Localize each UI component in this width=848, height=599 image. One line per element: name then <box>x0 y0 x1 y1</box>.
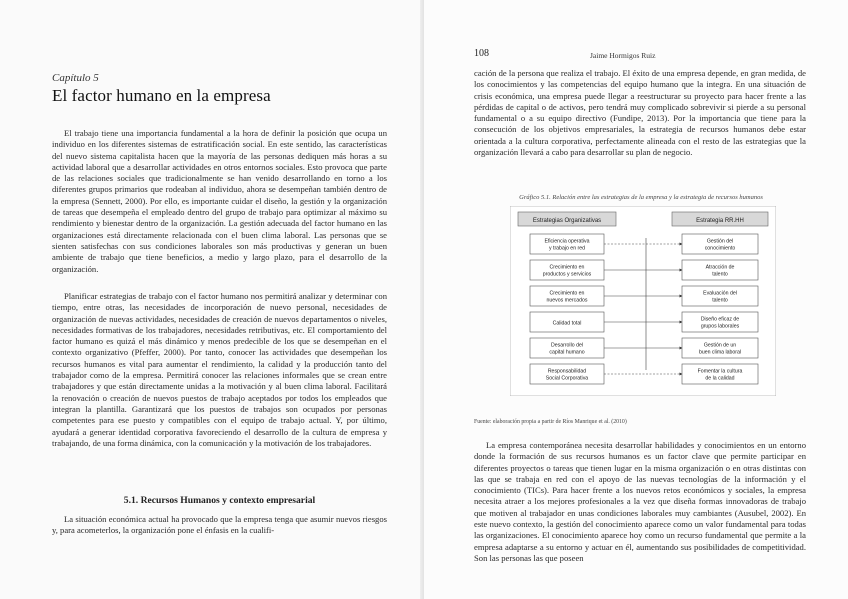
org-strategy-label: Responsabilidad <box>547 368 587 375</box>
org-strategy-label: Desarrollo del <box>550 342 584 349</box>
hr-strategy-label: talento <box>712 297 728 304</box>
hr-strategy-label: Diseño eficaz de <box>700 316 740 323</box>
section-title: 5.1. Recursos Humanos y contexto empresarial <box>123 495 316 506</box>
body-paragraph: Planificar estrategias de trabajo con el factor humano nos permitirá analizar y determinar con tiempo, entre otras, las necesidades de incorporación de nuevo personal, necesidades de organización de nuevas actividades, necesidades de creación de nuevos departamentos o niveles, necesidades formativas de los trabajadores, necesidades retributivas, etc. El comportamiento del factor humano es quizá el más dinámico y menos predecible de los que se desempeñan en el contexto organizativo (Pfeffer, 2000). Por tanto, conocer las actividades que desempeñan los recursos humanos es vital para aumentar el rendimiento, la calidad y la producción tanto del trabajador como de la empresa. Permitirá conocer las relaciones informales que se crean entre trabajadores y que están directamente unidas a la motivación y al buen clima laboral. Facilitará la renovación o creación de nuevos puestos de trabajo aceptados por todos los empleados que integran la plantilla. Garantizará que los puestos de trabajos son ocupados por personas competentes para ese puesto y compatibles con el equipo de trabajo actual. Y, por último, ayudará a generar identidad corporativa favoreciendo el desarrollo de la cultura de empresa y trabajando, de una forma dinámica, con la comunicación y la motivación de los trabajadores. <box>52 291 387 448</box>
page-number: 108 <box>474 48 489 59</box>
figure-source: Fuente: elaboración propia a partir de Ríos Manrique et al. (2010) <box>474 419 627 425</box>
body-paragraph: cación de la persona que realiza el trabajo. El éxito de una empresa depende, en gran medida, de los conocimientos y las competencias del equipo humano que la integra. En una situación de crisis económica, una empresa puede llegar a reestructurar su proyecto para hacer frente a las pérdidas de capital o de activos, pero tendrá muy complicado sobrevivir si pierde a su personal fundamental o a su equipo directivo (Fundipe, 2013). Por la importancia que tiene para la consecución de los objetivos empresariales, la estrategia de recursos humanos debe estar orientada a la cultura corporativa, perfectamente alineada con el resto de las estrategias que la organización llevará a cabo para desarrollar su plan de negocio. <box>474 68 806 158</box>
hr-strategy-label: de la calidad <box>705 375 735 382</box>
org-strategy-label: nuevos mercados <box>546 297 588 304</box>
org-strategy-label: productos y servicios <box>542 271 592 278</box>
org-strategy-label: capital humano <box>549 349 585 356</box>
hr-strategy-label: Fomentar la cultura <box>697 368 743 375</box>
org-strategy-label: Crecimiento en <box>549 264 585 271</box>
org-strategy-label: Crecimiento en <box>549 290 585 297</box>
figure-caption: Gráfico 5.1. Relación entre las estrategias de la empresa y la estrategia de recursos humanos <box>519 194 763 201</box>
hr-strategy-label: Gestión del <box>706 238 734 245</box>
strategy-diagram-svg <box>510 206 776 396</box>
org-strategy-label: y trabajo en red <box>548 245 586 252</box>
hr-strategy-label: grupos laborales <box>700 323 740 330</box>
chapter-title: El factor humano en la empresa <box>52 86 271 105</box>
hr-strategy-label: Gestión de un <box>703 342 737 349</box>
org-strategy-label: Calidad total <box>552 320 582 327</box>
hr-strategy-label: buen clima laboral <box>698 349 742 356</box>
body-paragraph: El trabajo tiene una importancia fundamental a la hora de definir la posición que ocupa un individuo en los diferentes sistemas de estratificación social. En este sentido, las características del nuevo sistema capitalista hacen que la mayoría de las personas dediquen más horas a su actividad laboral que a desarrollar actividades en otros entornos sociales. Esto provoca que parte de las relaciones sociales que tradicionalmente se han venido desarrollando en torno a los diferentes grupos primarios que rodeaban al individuo, ahora se desempeñan también dentro de la empresa (Sennett, 2000). Por ello, es importante cuidar el diseño, la gestión y la organización de tareas que desempeña el empleado dentro del grupo de trabajo para optimizar al máximo su rendimiento y bienestar dentro de la organización. La gestión adecuada del factor humano en las organizaciones está directamente relacionada con el buen clima laboral. Las personas que se sienten satisfechas con sus condiciones laborales son más productivas y generan un buen ambiente de trabajo que tiene beneficios, a medio y largo plazo, para el desarrollo de la organización. <box>52 128 387 274</box>
hr-strategy-label: conocimiento <box>704 245 736 252</box>
left-header-label: Estrategias Organizativas <box>532 218 602 224</box>
body-paragraph: La situación económica actual ha provocado que la empresa tenga que asumir nuevos riesgos y, para acometerlos, la organización pone el énfasis en la cualifi- <box>52 514 387 536</box>
chapter-label: Capítulo 5 <box>52 72 99 84</box>
org-strategy-label: Social Corporativa <box>545 375 589 382</box>
body-paragraph: La empresa contemporánea necesita desarrollar habilidades y conocimientos en un entorno donde la formación de sus recursos humanos es un factor clave que permite participar en diferentes proyectos o tareas que tienen lugar en la misma organización o en otras distintas con las que se trabaja en red con el apoyo de las nuevas tecnologías de la información y el conocimiento (TICs). Para hacer frente a los nuevos retos económicos y sociales, la empresa necesita atraer a los mejores profesionales a la vez que diseña formas innovadoras de trabajo que motiven al trabajador en unas condiciones laborales muy cambiantes (Ausubel, 2002). En este nuevo contexto, la gestión del conocimiento aparece como un valor fundamental para todas las organizaciones. El conocimiento aparece hoy como un recurso fundamental que permite a la empresa adaptarse a su entorno y actuar en él, aumentando sus posibilidades de competitividad. Son las personas las que poseen <box>474 440 806 563</box>
hr-strategy-label: Atracción de <box>705 264 735 271</box>
running-head: Jaime Hormigos Ruiz <box>590 51 656 60</box>
right-header-label: Estrategia RR.HH <box>696 218 744 224</box>
strategy-diagram <box>510 206 776 396</box>
org-strategy-label: Eficiencia operativa <box>544 238 590 245</box>
hr-strategy-label: Evaluación del <box>703 290 737 297</box>
hr-strategy-label: talento <box>712 271 728 278</box>
